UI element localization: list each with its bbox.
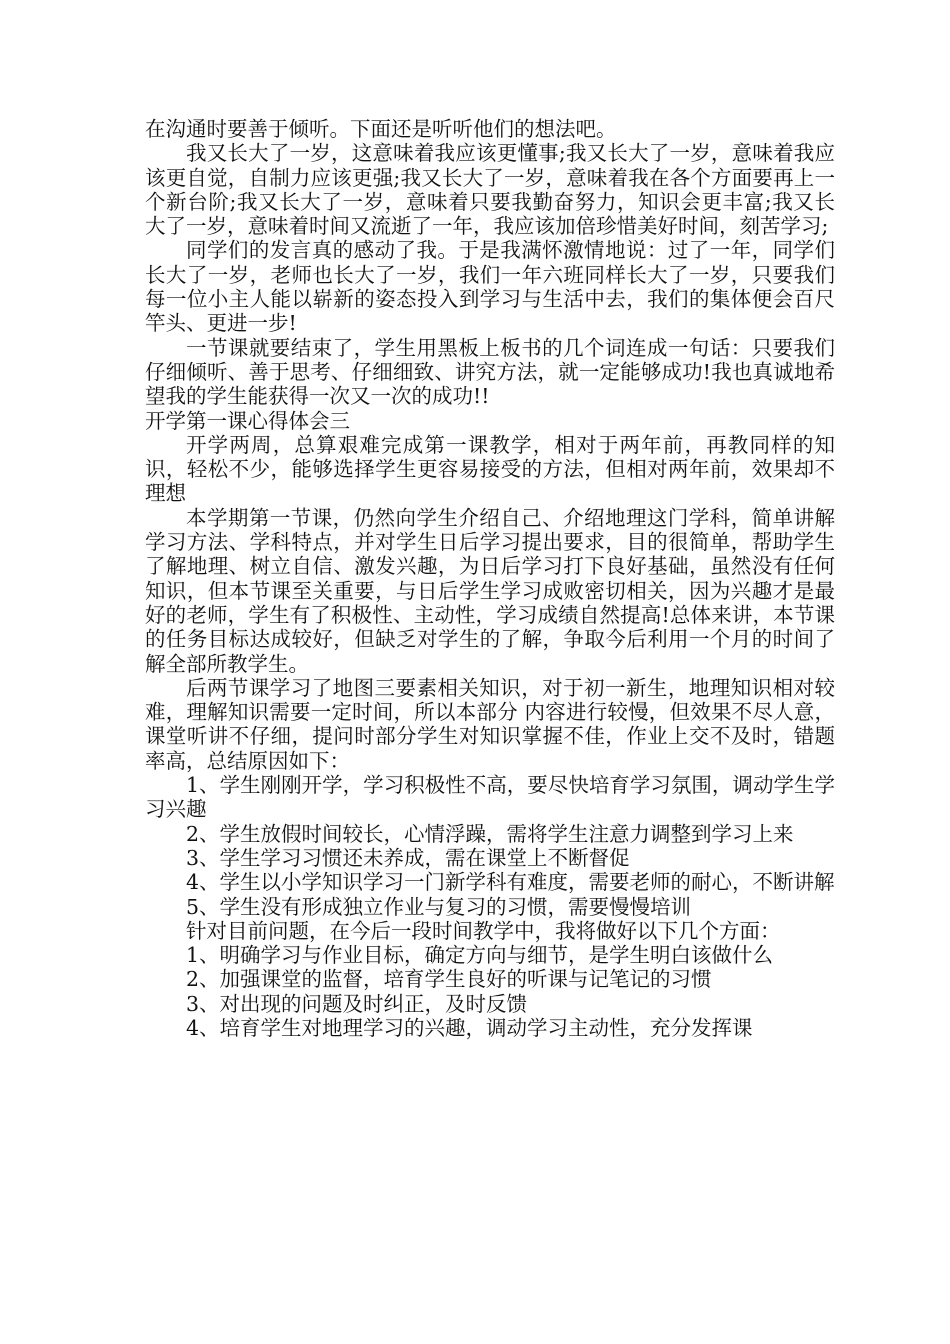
list-item-plan-3: 3、对出现的问题及时纠正，及时反馈 bbox=[186, 991, 528, 1016]
paragraph-map-lessons: 后两节课学习了地图三要素相关知识，对于初一新生，地理知识相对较难，理解知识需要一定时间，所以本部分 内容进行较慢，但效果不尽人意，课堂听讲不仔细，提问时部分学生对知识掌握不佳，作业上交不及时，错题率高，总结原因如下： bbox=[145, 675, 835, 773]
document-body bbox=[145, 117, 835, 1040]
list-item-plan-2: 2、加强课堂的监督，培育学生良好的听课与记笔记的习惯 bbox=[186, 967, 712, 992]
list-item-reason-4: 4、学生以小学知识学习一门新学科有难度，需要老师的耐心，不断讲解 bbox=[186, 870, 835, 895]
list-item-reason-1: 1、学生刚刚开学，学习积极性不高，要尽快培育学习氛围，调动学生学习兴趣 bbox=[145, 773, 835, 822]
paragraph-growing-up: 我又长大了一岁，这意味着我应该更懂事;我又长大了一岁，意味着我应该更自觉，自制力应该更强;我又长大了一岁，意味着我在各个方面要再上一个新台阶;我又长大了一岁，意味着只要我勤奋努力，知识会更丰富;我又长大了一岁，意味着时间又流逝了一年，我应该加倍珍惜美好时间，刻苦学习; bbox=[145, 141, 835, 239]
list-item-reason-3: 3、学生学习习惯还未养成，需在课堂上不断督促 bbox=[186, 845, 630, 870]
paragraph-plan-intro: 针对目前问题，在今后一段时间教学中，我将做好以下几个方面： bbox=[186, 918, 781, 943]
list-item-reason-5: 5、学生没有形成独立作业与复习的习惯，需要慢慢培训 bbox=[186, 894, 692, 919]
section-heading: 开学第一课心得体会三 bbox=[145, 408, 350, 433]
paragraph-class-ending: 一节课就要结束了，学生用黑板上板书的几个词连成一句话：只要我们仔细倾听、善于思考、仔细细致、讲究方法，就一定能够成功!我也真诚地希望我的学生能获得一次又一次的成功!! bbox=[145, 335, 835, 409]
paragraph-continuation: 在沟通时要善于倾听。下面还是听听他们的想法吧。 bbox=[145, 117, 617, 141]
paragraph-moved: 同学们的发言真的感动了我。于是我满怀激情地说：过了一年，同学们长大了一岁，老师也长大了一岁，我们一年六班同样长大了一岁，只要我们每一位小主人能以崭新的姿态投入到学习与生活中去，我们的集体便会百尺竿头、更进一步! bbox=[145, 238, 835, 336]
list-item-reason-2: 2、学生放假时间较长，心情浮躁，需将学生注意力调整到学习上来 bbox=[186, 821, 794, 846]
paragraph-first-lesson: 本学期第一节课，仍然向学生介绍自己、介绍地理这门学科，简单讲解学习方法、学科特点，并对学生日后学习提出要求，目的很简单，帮助学生了解地理、树立自信、激发兴趣，为日后学习打下良好基础，虽然没有任何知识，但本节课至关重要，与日后学生学习成败密切相关，因为兴趣才是最好的老师，学生有了积极性、主动性，学习成绩自然提高!总体来讲，本节课的任务目标达成较好，但缺乏对学生的了解，争取今后利用一个月的时间了解全部所教学生。 bbox=[145, 505, 835, 676]
list-item-plan-4: 4、培育学生对地理学习的兴趣，调动学习主动性，充分发挥课 bbox=[186, 1015, 753, 1040]
list-item-plan-1: 1、明确学习与作业目标，确定方向与细节，是学生明白该做什么 bbox=[186, 943, 774, 968]
paragraph-two-weeks: 开学两周，总算艰难完成第一课教学，相对于两年前，再教同样的知识，轻松不少，能够选择学生更容易接受的方法，但相对两年前，效果却不理想 bbox=[145, 432, 835, 506]
